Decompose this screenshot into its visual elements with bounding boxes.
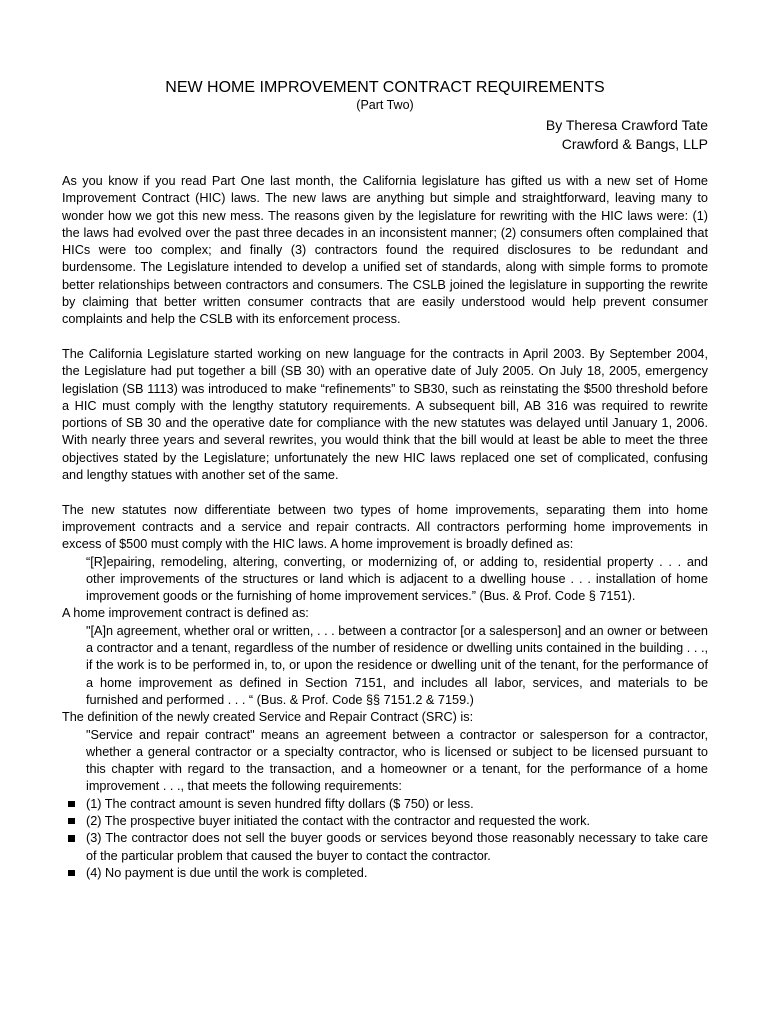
document-subtitle: (Part Two) — [356, 98, 414, 112]
quote-src-definition: "Service and repair contract" means an agreement between a contractor or salesperson for a contractor, whether a general contractor or a specialty contractor, who is licensed or subject to be licensed pursuant to this chapter with regard to the transaction, and a homeowner or a tenant, for the performance of a home improvement . . ., that meets the following requirements: — [86, 727, 708, 794]
bullet-square-icon — [68, 835, 75, 842]
list-item — [62, 796, 708, 813]
quote-hic-definition: "[A]n agreement, whether oral or written, . . . between a contractor [or a salesperson] and an owner or between a contractor and a tenant, regardless of the number of residence or dwelling units contained in the building . . ., if the work is to be performed in, to, or upon the residence or dwelling unit of the tenant, for the performance of a home improvement as defined in Section 7151, and includes all labor, services, and materials to be furnished and performed . . . “ (Bus. & Prof. Code §§ 7151.2 & 7159.) — [86, 623, 708, 707]
bullet-square-icon — [68, 818, 75, 825]
bullet-square-icon — [68, 870, 75, 877]
document-title: NEW HOME IMPROVEMENT CONTRACT REQUIREMENTS — [165, 79, 605, 96]
requirements-list — [62, 796, 708, 882]
list-item — [62, 865, 708, 882]
requirement-text: (1) The contract amount is seven hundred fifty dollars ($ 750) or less. — [86, 796, 474, 811]
requirement-text: (4) No payment is due until the work is completed. — [86, 865, 368, 880]
line-hic-definition-intro: A home improvement contract is defined as: — [62, 606, 309, 621]
firm-name: Crawford & Bangs, LLP — [561, 136, 708, 152]
paragraph-intro: As you know if you read Part One last month, the California legislature has gifted us with a new set of Home Improvement Contract (HIC) laws. The new laws are anything but simple and straightforward, leaving many to wonder how we got this new mess. The reasons given by the legislature for rewriting with the HIC laws were: (1) the laws had evolved over the past three decades in an inconsistent manner; (2) consumers often complained that HICs were too complex; and finally (3) contractors found the required disclosures to be redundant and burdensome. The Legislature intended to develop a unified set of standards, along with simple forms to promote better relationships between contractors and consumers. The CSLB joined the legislature in supporting the rewrite by claiming that better written consumer contracts that are easily understood would help prevent consumer complaints and help the CSLB with its enforcement process. — [62, 174, 708, 327]
requirement-text: (2) The prospective buyer initiated the contact with the contractor and requested the work. — [86, 813, 591, 828]
author-byline: By Theresa Crawford Tate — [545, 117, 708, 133]
bullet-square-icon — [68, 801, 75, 808]
quote-home-improvement-definition: “[R]epairing, remodeling, altering, converting, or modernizing of, or adding to, residential property . . . and other improvements of the structures or land which is adjacent to a dwelling house . . . installation of home improvement goods or the furnishing of home improvement services.” (Bus. & Prof. Code § 7151). — [86, 554, 708, 604]
requirement-text: (3) The contractor does not sell the buyer goods or services beyond those reasonably necessary to take care of the particular problem that caused the buyer to contact the contractor. — [86, 831, 708, 863]
paragraph-history: The California Legislature started working on new language for the contracts in April 2003. By September 2004, the Legislature had put together a bill (SB 30) with an operative date of July 2005. On July 18, 2005, emergency legislation (SB 1113) was introduced to make “refinements” to SB30, such as reinstating the $500 threshold before a HIC must comply with the lengthy statutory requirements. A subsequent bill, AB 316 was required to rewrite portions of SB 30 and the operative date for compliance with the new statutes was delayed until January 1, 2006. With nearly three years and several rewrites, you would think that the bill would at least be able to meet the three objectives stated by the Legislature; unfortunately the new HIC laws replaced one set of complicated, confusing and lengthy statues with another set of the same. — [62, 346, 708, 483]
line-src-definition-intro: The definition of the newly created Service and Repair Contract (SRC) is: — [62, 710, 474, 725]
list-item — [62, 830, 708, 865]
document-page — [62, 78, 708, 882]
paragraph-statutes: The new statutes now differentiate between two types of home improvements, separating them into home improvement contracts and a service and repair contracts. All contractors performing home improvements in excess of $500 must comply with the HIC laws. A home improvement is broadly defined as: — [62, 502, 708, 552]
list-item — [62, 813, 708, 830]
